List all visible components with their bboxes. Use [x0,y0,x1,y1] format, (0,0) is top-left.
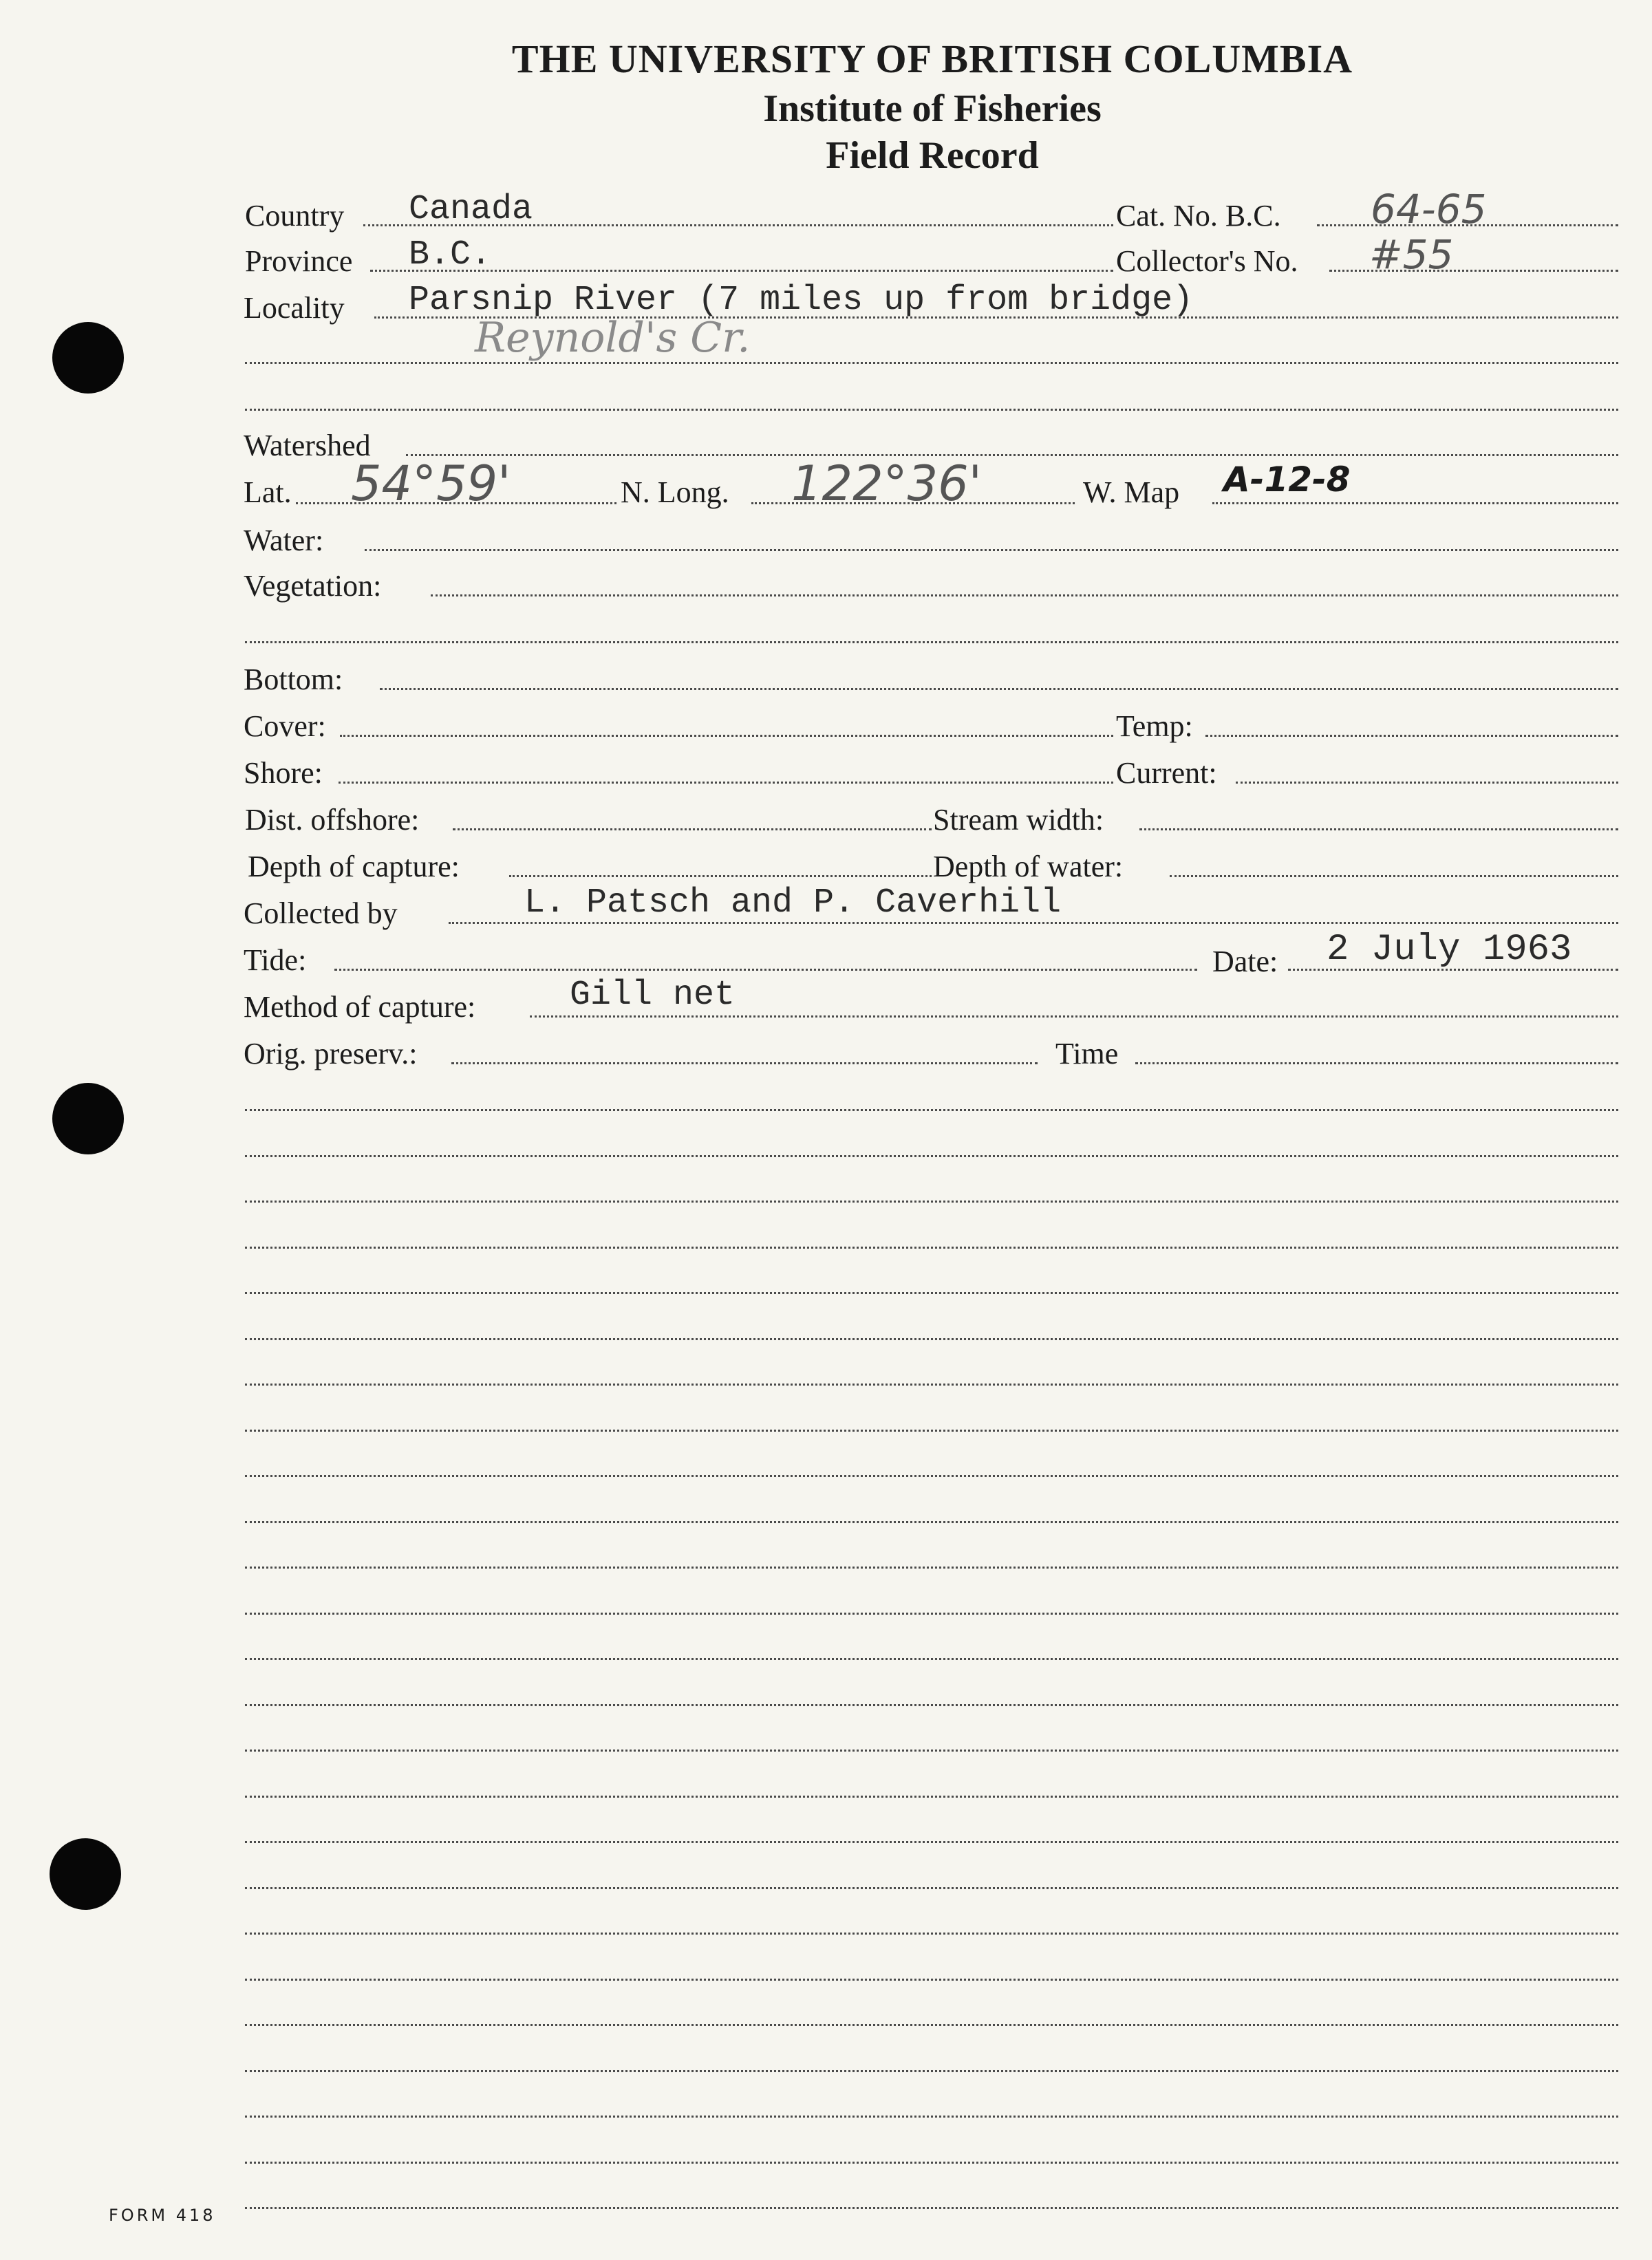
note-line [245,1109,1618,1111]
note-line [245,1979,1618,1981]
time-line [1135,1062,1618,1064]
province-label: Province [245,244,353,278]
note-line [245,1338,1618,1340]
locality-value: Parsnip River (7 miles up from bridge) [409,281,1194,320]
note-line [245,1658,1618,1660]
map-line [1212,502,1618,504]
vegetation-line-2 [245,641,1618,643]
note-line [245,2207,1618,2209]
country-value: Canada [409,190,533,229]
locality-note: Reynold's Cr. [475,314,751,362]
note-line [245,1475,1618,1477]
note-line [245,1750,1618,1752]
water-label: Water: [244,524,324,557]
stream-width-label: Stream width: [933,803,1104,837]
shore-label: Shore: [244,756,323,790]
note-line [245,2116,1618,2118]
map-value: A-12-8 [1223,460,1351,499]
vegetation-line [431,594,1618,596]
note-line [245,1384,1618,1386]
binder-hole-middle [52,1083,124,1154]
long-label: N. Long. [621,475,729,509]
locality-line-3 [245,409,1618,411]
cover-label: Cover: [244,709,326,743]
date-value: 2 July 1963 [1327,929,1572,971]
temp-label: Temp: [1116,709,1193,743]
note-line [245,1841,1618,1843]
current-label: Current: [1116,756,1217,790]
method-value: Gill net [570,976,736,1015]
note-line [245,2162,1618,2164]
institute-title: Institute of Fisheries [763,87,1102,130]
collected-by-value: L. Patsch and P. Caverhill [524,883,1062,923]
orig-preserv-label: Orig. preserv.: [244,1037,418,1070]
map-label: W. Map [1083,475,1180,509]
tide-label: Tide: [244,943,307,977]
watershed-label: Watershed [244,429,371,462]
note-line [245,1933,1618,1935]
time-label: Time [1055,1037,1119,1070]
locality-label: Locality [244,291,345,325]
note-line [245,1521,1618,1523]
province-value: B.C. [409,235,492,275]
watershed-line [406,454,1618,456]
depth-capture-line [509,875,932,877]
note-line [245,1155,1618,1157]
collector-no-label: Collector's No. [1116,244,1298,278]
bottom-label: Bottom: [244,663,343,696]
note-line [245,1887,1618,1889]
orig-preserv-line [451,1062,1038,1064]
water-line [365,549,1618,551]
form-number: FORM 418 [109,2206,216,2225]
temp-line [1205,735,1618,737]
stream-width-line [1139,828,1618,830]
note-line [245,2070,1618,2072]
lat-label: Lat. [244,475,292,509]
collector-no-value: #55 [1369,231,1454,278]
date-label: Date: [1212,945,1278,978]
note-line [245,1292,1618,1294]
note-line [245,1613,1618,1615]
locality-line-2 [245,362,1618,364]
note-line [245,1567,1618,1569]
depth-water-label: Depth of water: [933,850,1124,883]
binder-hole-bottom [50,1838,121,1910]
cat-no-label: Cat. No. B.C. [1116,199,1281,233]
depth-water-line [1170,875,1618,877]
cover-line [340,735,1113,737]
depth-capture-label: Depth of capture: [248,850,460,883]
shore-line [339,782,1113,784]
bottom-line [380,688,1618,690]
method-label: Method of capture: [244,990,476,1024]
collected-by-label: Collected by [244,896,398,930]
university-title: THE UNIVERSITY OF BRITISH COLUMBIA [511,36,1353,81]
note-line [245,1247,1618,1249]
note-line [245,1430,1618,1432]
method-line [530,1015,1618,1018]
tide-line [334,969,1197,971]
dist-offshore-line [453,828,932,830]
lat-value: 54°59' [351,455,511,512]
cat-no-value: 64-65 [1371,186,1487,233]
long-value: 122°36' [791,455,982,512]
note-line [245,1796,1618,1798]
binder-hole-top [52,322,124,394]
country-label: Country [245,199,345,233]
dist-offshore-label: Dist. offshore: [245,803,420,837]
record-title: Field Record [826,134,1039,177]
note-line [245,1704,1618,1706]
vegetation-label: Vegetation: [244,569,382,603]
note-line [245,1201,1618,1203]
note-line [245,2024,1618,2026]
current-line [1236,782,1618,784]
